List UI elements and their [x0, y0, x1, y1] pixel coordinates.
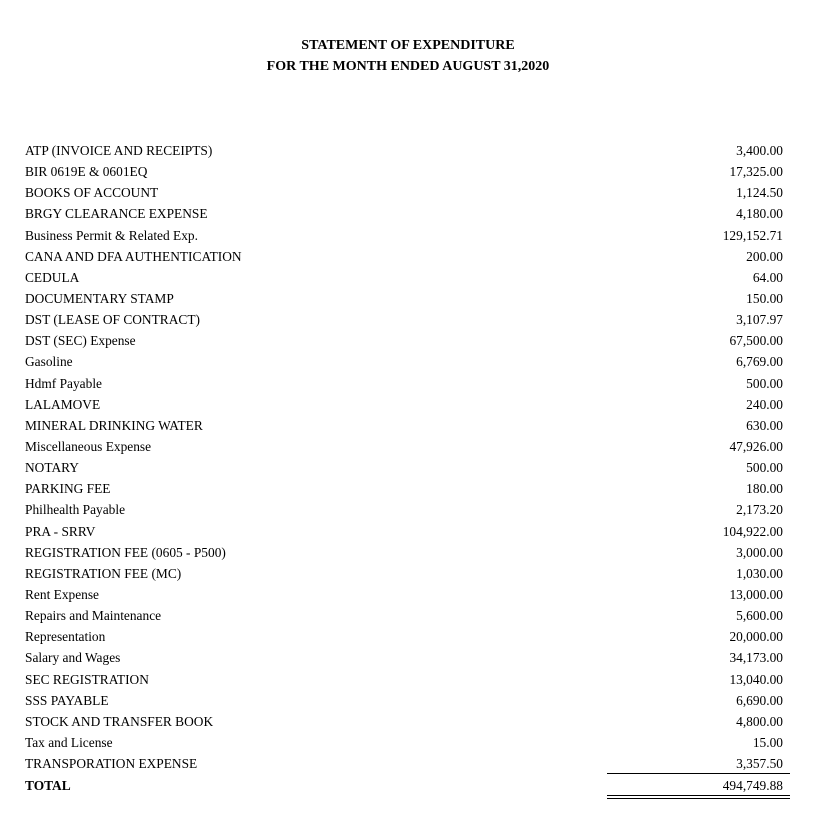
expenditure-row — [0, 162, 816, 183]
expense-label: ATP (INVOICE AND RECEIPTS) — [25, 143, 213, 158]
expenditure-row — [0, 437, 816, 458]
expenditure-row — [0, 691, 816, 712]
expenditure-row — [0, 352, 816, 373]
expenditure-row — [0, 458, 816, 479]
expense-label: BOOKS OF ACCOUNT — [25, 185, 159, 201]
expense-amount: 129,152.71 — [722, 227, 783, 243]
total-row — [0, 775, 816, 797]
expense-label: CANA AND DFA AUTHENTICATION — [25, 248, 242, 264]
expenditure-row — [0, 522, 816, 543]
expenditure-list — [0, 141, 816, 775]
statement-title: STATEMENT OF EXPENDITURE — [301, 38, 515, 53]
expense-label: SEC REGISTRATION — [25, 671, 149, 687]
expenditure-row — [0, 627, 816, 648]
expense-amount: 4,800.00 — [736, 713, 783, 729]
expense-label: NOTARY — [25, 460, 79, 476]
expense-amount: 2,173.20 — [736, 502, 783, 518]
expense-label: BIR 0619E & 0601EQ — [25, 164, 148, 180]
expense-label: DST (SEC) Expense — [25, 333, 136, 349]
expense-label: PRA - SRRV — [25, 523, 96, 539]
expenditure-row — [0, 648, 816, 669]
expense-label: STOCK AND TRANSFER BOOK — [25, 713, 214, 729]
expense-amount: 630.00 — [746, 417, 783, 433]
expenditure-row — [0, 183, 816, 204]
expenditure-row — [0, 268, 816, 289]
expense-amount: 5,600.00 — [736, 608, 783, 624]
expenditure-row — [0, 733, 816, 754]
expense-amount: 500.00 — [746, 375, 783, 391]
expense-label: SSS PAYABLE — [25, 692, 109, 708]
expense-label: CEDULA — [25, 269, 80, 285]
expense-amount: 180.00 — [746, 481, 783, 497]
expense-amount: 1,030.00 — [736, 565, 783, 581]
expenditure-row — [0, 564, 816, 585]
expense-amount: 13,000.00 — [729, 586, 783, 602]
total-label: TOTAL — [25, 778, 71, 793]
expenditure-row — [0, 395, 816, 416]
total-amount: 494,749.88 — [722, 778, 783, 793]
expenditure-row — [0, 374, 816, 395]
expense-amount: 17,325.00 — [729, 164, 783, 180]
expenditure-row — [0, 226, 816, 247]
expense-amount: 15.00 — [752, 734, 783, 750]
expenditure-row — [0, 606, 816, 627]
expense-label: BRGY CLEARANCE EXPENSE — [25, 206, 208, 222]
expenditure-row — [0, 331, 816, 352]
expenditure-row — [0, 670, 816, 691]
expense-amount: 13,040.00 — [729, 671, 783, 687]
expenditure-row — [0, 500, 816, 521]
expense-label: LALAMOVE — [25, 396, 101, 412]
expense-label: Repairs and Maintenance — [25, 608, 162, 624]
expenditure-row — [0, 289, 816, 310]
expenditure-row — [0, 310, 816, 331]
expenditure-row — [0, 247, 816, 268]
expense-label: Miscellaneous Expense — [25, 438, 152, 454]
expenditure-row — [0, 585, 816, 606]
expense-label: MINERAL DRINKING WATER — [25, 417, 203, 433]
expense-amount: 200.00 — [746, 248, 783, 264]
expenditure-row — [0, 141, 816, 162]
expense-amount: 34,173.00 — [729, 650, 783, 666]
expense-amount: 150.00 — [746, 290, 783, 306]
expense-label: Salary and Wages — [25, 650, 121, 666]
expense-label: REGISTRATION FEE (MC) — [25, 565, 182, 581]
expense-amount: 6,690.00 — [736, 692, 783, 708]
statement-period: FOR THE MONTH ENDED AUGUST 31,2020 — [266, 59, 550, 74]
expense-amount: 4,180.00 — [736, 206, 783, 222]
expense-amount: 500.00 — [746, 460, 783, 476]
expense-amount: 6,769.00 — [736, 354, 783, 370]
expenditure-row — [0, 712, 816, 733]
expense-label: DOCUMENTARY STAMP — [25, 290, 174, 306]
subtotal-rule — [607, 773, 790, 774]
expense-amount: 240.00 — [746, 396, 783, 412]
expense-amount: 3,400.00 — [736, 143, 783, 158]
expense-label: Gasoline — [25, 354, 73, 370]
expense-amount: 3,000.00 — [736, 544, 783, 560]
expense-label: Business Permit & Related Exp. — [25, 227, 198, 243]
expense-label: Hdmf Payable — [25, 375, 102, 391]
expense-label: Rent Expense — [25, 586, 100, 602]
expense-label: Philhealth Payable — [25, 502, 126, 518]
expenditure-row — [0, 416, 816, 437]
expense-amount: 104,922.00 — [722, 523, 783, 539]
expenditure-row — [0, 204, 816, 225]
expense-amount: 3,357.50 — [736, 756, 783, 772]
expense-amount: 1,124.50 — [736, 185, 783, 201]
expense-label: PARKING FEE — [25, 481, 111, 497]
expense-label: REGISTRATION FEE (0605 - P500) — [25, 544, 226, 560]
expense-amount: 20,000.00 — [729, 629, 783, 645]
expense-amount: 67,500.00 — [729, 333, 783, 349]
expenditure-row — [0, 479, 816, 500]
expense-label: Representation — [25, 629, 106, 645]
expense-amount: 64.00 — [752, 269, 783, 285]
expenditure-row — [0, 543, 816, 564]
expense-label: Tax and License — [25, 734, 113, 750]
total-double-rule — [607, 795, 790, 799]
expense-amount: 3,107.97 — [736, 312, 783, 328]
expense-label: TRANSPORATION EXPENSE — [25, 756, 198, 772]
expense-label: DST (LEASE OF CONTRACT) — [25, 312, 200, 328]
expense-amount: 47,926.00 — [729, 438, 783, 454]
